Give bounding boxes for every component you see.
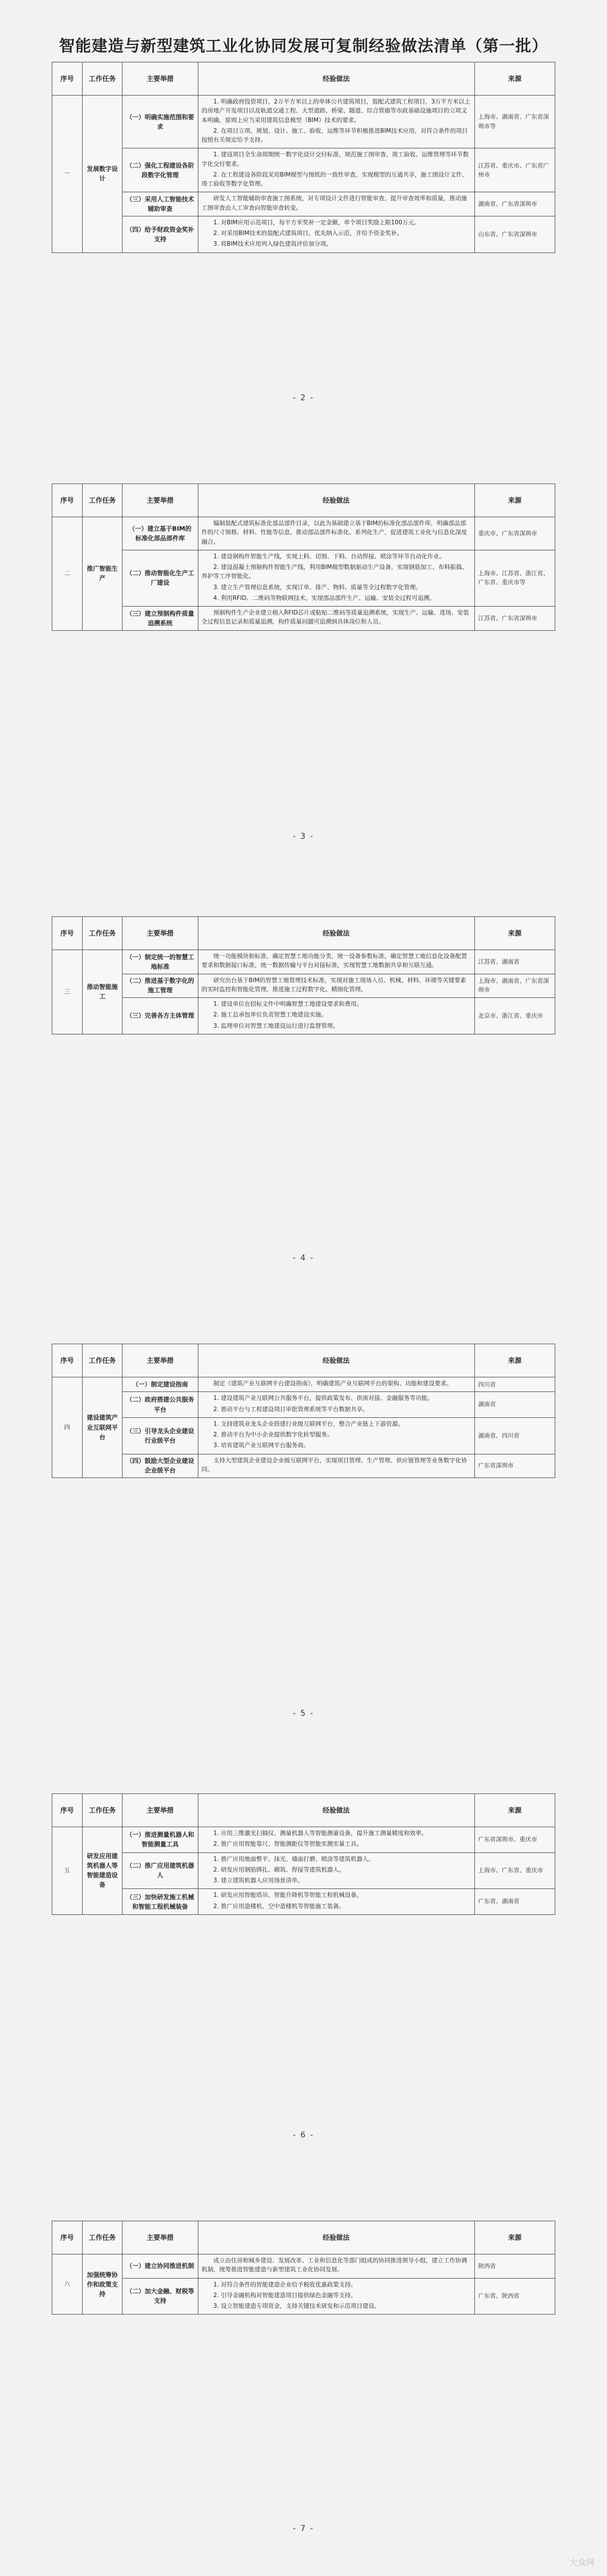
measure-cell: （一）建立协同推进机制 [123, 2254, 198, 2279]
task-name: 推动智能施工 [82, 950, 123, 1034]
source-cell: 湖南省、广东省深圳市 [474, 192, 555, 216]
practice-text: 支持大型建筑企业建设企业级互联网平台，实现项目管理、生产管理、供应链管理等业务数字化协同。 [201, 1457, 468, 1473]
practice-cell [198, 1889, 474, 1915]
practice-cell [198, 192, 474, 216]
header-row [52, 1344, 555, 1377]
checklist-table [52, 1793, 555, 1915]
column-header: 主要举措 [123, 1794, 198, 1827]
column-header: 来源 [474, 484, 555, 517]
practice-cell [198, 1454, 474, 1478]
checklist-table [52, 1344, 555, 1478]
table-row [52, 1852, 555, 1889]
table-row [52, 1454, 555, 1478]
practice-text: 3. 培育建筑产业互联网平台服务商。 [213, 1442, 310, 1449]
practice-text: 1. 明确政府投资项目，2万平方米以上的单体公共建筑项目，装配式建筑工程项目，3万平方米以上的房地产开发项目以及轨道交通工程、大型道路、桥梁、隧道、综合管廊等市政基础设施项目的立项文本明确，原则上应当采用建筑信息模型（BIM）技术的要求。 [201, 98, 470, 124]
column-header: 经验做法 [198, 62, 474, 96]
practice-text: 3. 建立建筑机器人应用场景清单。 [213, 1877, 304, 1884]
column-header: 序号 [52, 484, 83, 517]
practice-text: 2. 施工总承包单位负责智慧工地建设实施。 [213, 1011, 327, 1019]
task-name: 研发应用建筑机器人等智能建造设备 [82, 1827, 123, 1915]
practice-text: 2. 在项目立项、规划、设计、施工、验收、运维等环节积极推进BIM技术应用，对符合条件的项目按照有关规定给予支持。 [201, 127, 468, 144]
source-cell: 湖南省 [474, 1392, 555, 1418]
checklist-table [52, 916, 555, 1034]
table-page-4 [52, 1344, 555, 1478]
practice-text: 1. 支持建筑业龙头企业搭建行业级互联网平台，整合产业链上下游资源。 [213, 1420, 404, 1427]
table-row [52, 950, 555, 974]
column-header: 工作任务 [82, 917, 123, 950]
page-number: - 6 - [293, 2131, 314, 2140]
practice-text: 编制装配式建筑标准化部品部件目录，以此为基础建立基于BIM的标准化部品部件库，明确部品部件的尺寸规格、材料、性能等信息，推动部品部件标准化、系列化生产，促进建筑工业化与信息化深度融合。 [201, 520, 468, 545]
column-header: 来源 [474, 1794, 555, 1827]
practice-text: 成立由住房和城乡建设、发展改革、工业和信息化等部门组成的协同推进领导小组，建立工作协调机制，统筹推进智能建造与新型建筑工业化协同发展。 [201, 2257, 468, 2274]
practice-text: 2. 对采用BIM技术的装配式建筑项目，优先纳入示范，并给予资金奖补。 [213, 230, 403, 237]
practice-text: 1. 对BIM应用示范项目，每平方米奖补一定金额，单个项目奖励上限100万元。 [213, 219, 420, 226]
practice-cell [198, 148, 474, 192]
measure-cell: （三）引导龙头企业建设行业级平台 [123, 1417, 198, 1454]
practice-text: 2. 引导金融机构对智能建造项目提供绿色金融等支持。 [213, 2292, 357, 2299]
page-number: - 3 - [293, 832, 314, 841]
measure-cell: （一）制定统一的智慧工地标准 [123, 950, 198, 974]
checklist-table [52, 2221, 555, 2315]
column-header: 主要举措 [123, 1344, 198, 1377]
practice-text: 2. 推动平台与工程建设项目审批管理系统等平台数据共享。 [213, 1405, 369, 1413]
checklist-table [52, 62, 555, 253]
measure-cell: （二）强化工程建设各阶段数字化管理 [123, 148, 198, 192]
column-header: 经验做法 [198, 917, 474, 950]
column-header: 来源 [474, 62, 555, 96]
practice-cell [198, 1852, 474, 1889]
column-header: 来源 [474, 1344, 555, 1377]
column-header: 来源 [474, 917, 555, 950]
task-name: 发展数字设计 [82, 96, 123, 253]
column-header: 序号 [52, 917, 83, 950]
task-name: 建设建筑产业互联网平台 [82, 1377, 123, 1478]
header-row [52, 484, 555, 517]
practice-text: 1. 建设建筑产业互联网公共服务平台，提供政策发布、供需对接、金融服务等功能。 [213, 1395, 433, 1402]
page-number: - 7 - [293, 2524, 314, 2533]
table-row [52, 517, 555, 550]
source-cell: 北京市、浙江省、重庆市 [474, 998, 555, 1034]
practice-text: 预制构件生产企业建立植入RFID芯片或粘贴二维码等质量追溯系统，实现生产、运输、进场、安装全过程信息记录和质量追溯，构件质量问题可追溯到具体岗位和人员。 [201, 609, 469, 626]
column-header: 主要举措 [123, 62, 198, 96]
column-header: 主要举措 [123, 484, 198, 517]
practice-text: 2. 建设混凝土预制构件智能生产线，利用BIM模型数据驱动生产设备，实现钢筋加工、布料振捣、养护等工序智能化。 [201, 564, 468, 580]
table-row [52, 1827, 555, 1853]
table-page-2 [52, 483, 555, 631]
practice-text: 1. 建设项目全生命周期统一数字化设计交付标准，规范施工图审查、竣工验收、运维管理等环节数字化交付要求。 [201, 151, 469, 168]
column-header: 工作任务 [82, 2221, 123, 2254]
practice-cell [198, 550, 474, 606]
practice-text: 3. 将BIM技术应用列入绿色建筑评价加分项。 [213, 241, 332, 248]
measure-cell: （一）制定建设指南 [123, 1377, 198, 1392]
practice-text: 1. 建设钢构件智能生产线，实现上料、切割、下料、自动焊接、喷涂等环节自动化作业。 [213, 553, 445, 560]
source-cell: 陕西省 [474, 2254, 555, 2279]
header-row [52, 62, 555, 96]
source-cell: 上海市、湖南省、广东省深圳市等 [474, 96, 555, 148]
column-header: 来源 [474, 2221, 555, 2254]
practice-text: 2. 推广应用造楼机、空中造楼机等智能施工装备。 [213, 1902, 345, 1910]
column-header: 主要举措 [123, 2221, 198, 2254]
column-header: 工作任务 [82, 1344, 123, 1377]
table-row [52, 2254, 555, 2279]
measure-cell: （四）给予财政资金奖补支持 [123, 216, 198, 252]
section-number: 三 [52, 950, 83, 1034]
practice-text: 3. 设立智能建造专项资金，支持关键技术研发和示范项目建设。 [213, 2303, 380, 2310]
practice-cell [198, 517, 474, 550]
table-row [52, 974, 555, 998]
source-cell: 四川省 [474, 1377, 555, 1392]
practice-text: 2. 推广应用智能靠尺、智能测距仪等智能实测实量工具。 [213, 1841, 363, 1848]
column-header: 序号 [52, 62, 83, 96]
measure-cell: （二）推进基于数字化的施工管理 [123, 974, 198, 998]
practice-cell [198, 96, 474, 148]
column-header: 工作任务 [82, 1794, 123, 1827]
column-header: 序号 [52, 1344, 83, 1377]
table-row [52, 998, 555, 1034]
column-header: 序号 [52, 1794, 83, 1827]
practice-text: 1. 推广应用地面整平、抹光、墙面打磨、喷涂等建筑机器人。 [213, 1855, 374, 1863]
practice-cell [198, 2278, 474, 2315]
practice-cell [198, 607, 474, 631]
practice-text: 1. 应用三维激光扫描仪、测量机器人等智能测量设备，提升施工测量精度和效率。 [213, 1830, 428, 1837]
table-row [52, 96, 555, 148]
source-cell: 江苏省、湖南省 [474, 950, 555, 974]
measure-cell: （三）完善各方主体管理 [123, 998, 198, 1034]
practice-text: 统一功能模块和标准，确定智慧工地功能分类，统一设备参数标准，确定智慧工地信息化设备配置要求和数据接口标准，统一数据传输与平台对接标准，实现智慧工地数据共享和互联互通。 [201, 953, 468, 969]
measure-cell: （二）推动智能化生产工厂建设 [123, 550, 198, 606]
practice-text: 1. 建设单位在招标文件中明确智慧工地建设要求和费用。 [213, 1001, 363, 1008]
table-page-5 [52, 1793, 555, 1915]
measure-cell: （三）采用人工智能技术辅助审查 [123, 192, 198, 216]
practice-cell [198, 1827, 474, 1853]
table-row [52, 550, 555, 606]
practice-cell [198, 1392, 474, 1418]
table-row [52, 216, 555, 252]
measure-cell: （二）政府搭建公共服务平台 [123, 1392, 198, 1418]
source-cell: 江苏省、重庆市、广东省广州市 [474, 148, 555, 192]
measure-cell: （三）加快研发施工机械和智能工程机械装备 [123, 1889, 198, 1915]
table-page-6 [52, 2221, 555, 2315]
practice-text: 4. 利用RFID、二维码等物联网技术，实现部品部件生产、运输、安装全过程可追溯。 [213, 594, 436, 602]
column-header: 工作任务 [82, 62, 123, 96]
source-cell: 山东省、广东省深圳市 [474, 216, 555, 252]
page-number: - 4 - [293, 1254, 314, 1263]
task-name: 加强统筹协作和政策支持 [82, 2254, 123, 2315]
table-page-3 [52, 916, 555, 1034]
practice-text: 3. 监理单位对智慧工地建设运行进行监督管理。 [213, 1022, 339, 1029]
section-number: 五 [52, 1827, 83, 1915]
source-cell: 广东省深圳市、重庆市 [474, 1827, 555, 1853]
practice-text: 2. 研发应用钢筋绑扎、砌筑、焊接等建筑机器人。 [213, 1866, 345, 1873]
practice-text: 1. 对符合条件的智能建造企业给予税收优惠政策支持。 [213, 2281, 357, 2288]
header-row [52, 2221, 555, 2254]
source-cell: 广东省、湖南省 [474, 1889, 555, 1915]
header-row [52, 917, 555, 950]
table-row [52, 1377, 555, 1392]
column-header: 经验做法 [198, 484, 474, 517]
column-header: 工作任务 [82, 484, 123, 517]
source-cell: 湖南省、四川省 [474, 1417, 555, 1454]
section-number: 六 [52, 2254, 83, 2315]
column-header: 经验做法 [198, 1794, 474, 1827]
measure-cell: （一）明确实施范围和要求 [123, 96, 198, 148]
table-row [52, 2278, 555, 2315]
measure-cell: （四）鼓励大型企业建设企业级平台 [123, 1454, 198, 1478]
table-row [52, 192, 555, 216]
practice-cell [198, 998, 474, 1034]
column-header: 经验做法 [198, 1344, 474, 1377]
practice-text: 3. 建立生产管理信息系统，实现订单、排产、物料、质量等全过程数字化管理。 [213, 584, 422, 591]
practice-cell [198, 216, 474, 252]
source-cell: 广东省深圳市 [474, 1454, 555, 1478]
table-row [52, 1392, 555, 1418]
table-row [52, 607, 555, 631]
table-row [52, 1889, 555, 1915]
table-row [52, 1417, 555, 1454]
watermark-logo: 大众网 [569, 2557, 595, 2568]
column-header: 主要举措 [123, 917, 198, 950]
section-number: 二 [52, 517, 83, 631]
table-page-1 [52, 62, 555, 253]
source-cell: 上海市、江苏省、浙江省、广东省、重庆市等 [474, 550, 555, 606]
column-header: 序号 [52, 2221, 83, 2254]
practice-text: 研发人工智能辅助审查施工图系统，对专项设计文件进行智能审查，提升审查效率和质量，推动施工图审查由人工审查向智能审查转变。 [201, 195, 468, 211]
section-number: 一 [52, 96, 83, 253]
measure-cell: （二）推广应用建筑机器人 [123, 1852, 198, 1889]
measure-cell: （三）建立预制构件质量追溯系统 [123, 607, 198, 631]
practice-text: 1. 研发应用智能塔吊、智能升降机等智能工程机械设备。 [213, 1892, 363, 1899]
page-number: - 2 - [293, 394, 314, 403]
section-number: 四 [52, 1377, 83, 1478]
measure-cell: （二）加大金融、财税等支持 [123, 2278, 198, 2315]
measure-cell: （一）建立基于BIM的标准化部品部件库 [123, 517, 198, 550]
practice-text: 2. 推动平台为中小企业提供数字化转型服务。 [213, 1431, 333, 1439]
document-title: 智能建造与新型建筑工业化协同发展可复制经验做法清单（第一批） [58, 37, 548, 55]
checklist-table [52, 483, 555, 631]
practice-text: 制定《建筑产业互联网平台建设指南》，明确建筑产业互联网平台的架构、功能和建设要求。 [213, 1380, 452, 1387]
practice-text: 2. 在工程建设各阶段采用BIM模型与图纸的一致性审查，实现模型的互通共享，施工图设计文件、竣工验收等数字化管理。 [201, 171, 468, 188]
measure-cell: （一）推进测量机器人和智能测量工具 [123, 1827, 198, 1853]
practice-cell [198, 2254, 474, 2279]
source-cell: 广东省、陕西省 [474, 2278, 555, 2315]
source-cell: 江苏省、广东省深圳市 [474, 607, 555, 631]
task-name: 推广智能生产 [82, 517, 123, 631]
table-row [52, 148, 555, 192]
source-cell: 上海市、广东省、重庆市 [474, 1852, 555, 1889]
practice-cell [198, 1377, 474, 1392]
page-number: - 5 - [293, 1709, 314, 1718]
practice-cell [198, 1417, 474, 1454]
header-row [52, 1794, 555, 1827]
source-cell: 重庆市、广东省深圳市 [474, 517, 555, 550]
source-cell: 上海市、湖南省、广东省深圳市 [474, 974, 555, 998]
practice-cell [198, 950, 474, 974]
practice-cell [198, 974, 474, 998]
column-header: 经验做法 [198, 2221, 474, 2254]
practice-text: 研究出台基于BIM的智慧工地管理技术标准，实现对施工现场人员、机械、材料、环境等关键要素的实时监控和智能化管理，推进施工过程数字化、精细化管理。 [201, 977, 466, 993]
